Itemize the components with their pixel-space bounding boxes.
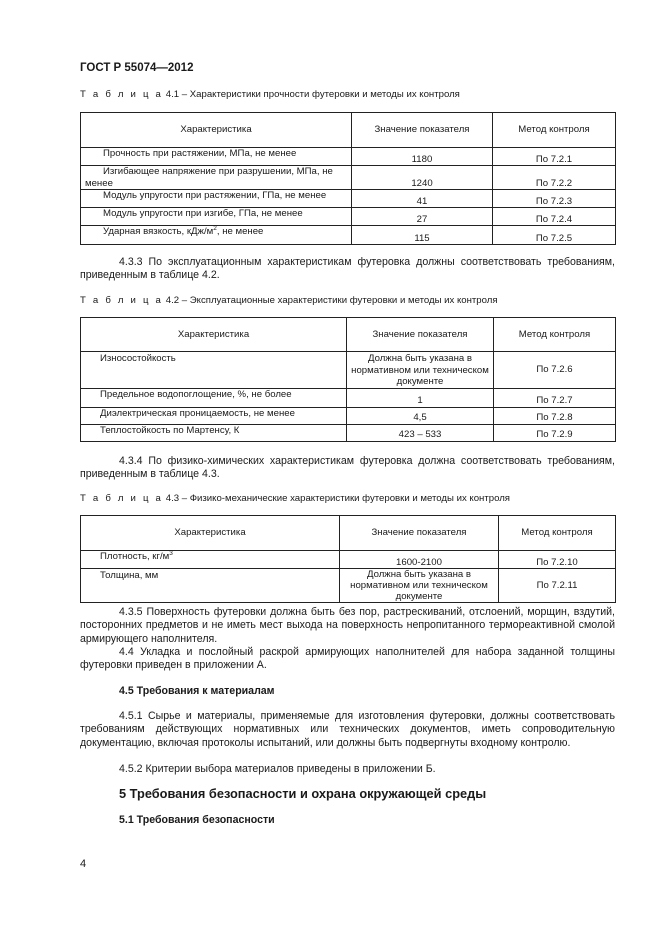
table-row: Изгибающее напряжение при разрушении, МПа, не менее 1240 По 7.2.2 xyxy=(81,166,616,190)
paragraph-4-5-1: 4.5.1 Сырье и материалы, применяемые для изготовления футеровки, должны соответствовать требованиям действующих нормативных или технических документов, иметь сопроводительную документацию, включая протоколы испытаний, или должны быть подвергнуты входному контролю. xyxy=(80,710,615,749)
table1-caption: Т а б л и ц а 4.1 – Характеристики прочности футеровки и методы их контроля xyxy=(80,89,460,100)
table3-header-method: Метод контроля xyxy=(499,516,616,551)
paragraph-4-3-4: 4.3.4 По физико-химических характеристикам футеровка должна соответствовать требованиям, приведенным в таблице 4.3. xyxy=(80,455,615,481)
paragraph-4-3-3: 4.3.3 По эксплуатационным характеристикам футеровка должны соответствовать требованиям, приведенным в таблице 4.2. xyxy=(80,256,615,282)
table-row: Модуль упругости при изгибе, ГПа, не менее 27 По 7.2.4 xyxy=(81,208,616,226)
table-row: Модуль упругости при растяжении, ГПа, не менее 41 По 7.2.3 xyxy=(81,190,616,208)
paragraph-4-3-5: 4.3.5 Поверхность футеровки должна быть без пор, растрескиваний, отслоений, морщин, вздутий, посторонних предметов и не иметь мест выхода на поверхность непропитанного термореактивной смолой армирующего наполнителя. xyxy=(80,606,615,645)
table1-header-value: Значение показателя xyxy=(352,113,493,148)
table2-header-value: Значение показателя xyxy=(347,318,494,352)
paragraph-4-5-2: 4.5.2 Критерии выбора материалов приведены в приложении Б. xyxy=(119,763,436,775)
table1-header-char: Характеристика xyxy=(81,113,352,148)
table2-header-method: Метод контроля xyxy=(494,318,616,352)
table1 xyxy=(80,112,616,245)
document-header: ГОСТ Р 55074—2012 xyxy=(80,62,194,74)
table-row: Износостойкость Должна быть указана в нормативном или техническом документе По 7.2.6 xyxy=(81,352,616,389)
table-row: Ударная вязкость, кДж/$м^2$, не менее 115 По 7.2.5 xyxy=(81,226,616,245)
table-row: Диэлектрическая проницаемость, не менее 4,5 По 7.2.8 xyxy=(81,407,616,424)
paragraph-4-4: 4.4 Укладка и послойный раскрой армирующих наполнителей для набора заданной толщины футеровки приведен в приложении А. xyxy=(80,646,615,672)
table-row: Плотность, $кг/м^3$ 1600-2100 По 7.2.10 xyxy=(81,551,616,569)
table3-header-char: Характеристика xyxy=(81,516,340,551)
table-row: Прочность при растяжении, МПа, не менее 1180 По 7.2.1 xyxy=(81,148,616,166)
section-heading-5-1: 5.1 Требования безопасности xyxy=(119,814,275,826)
table-row: Теплостойкость по Мартенсу, К 423 – 533 По 7.2.9 xyxy=(81,424,616,441)
table1-header-method: Метод контроля xyxy=(493,113,616,148)
section-heading-5: 5 Требования безопасности и охрана окружающей среды xyxy=(119,786,487,801)
table3-caption: Т а б л и ц а 4.3 – Физико-механические характеристики футеровки и методы их контроля xyxy=(80,493,510,504)
table3-header-value: Значение показателя xyxy=(340,516,499,551)
page-number: 4 xyxy=(80,858,87,870)
table-row: Предельное водопоглощение, %, не более 1 По 7.2.7 xyxy=(81,388,616,407)
section-heading-4-5: 4.5 Требования к материалам xyxy=(119,685,275,697)
table-row: Толщина, мм Должна быть указана в нормативном или техническом документе По 7.2.11 xyxy=(81,569,616,603)
table2-header-char: Характеристика xyxy=(81,318,347,352)
table2 xyxy=(80,317,616,442)
table3 xyxy=(80,515,616,603)
table2-caption: Т а б л и ц а 4.2 – Эксплуатационные характеристики футеровки и методы их контроля xyxy=(80,295,498,306)
